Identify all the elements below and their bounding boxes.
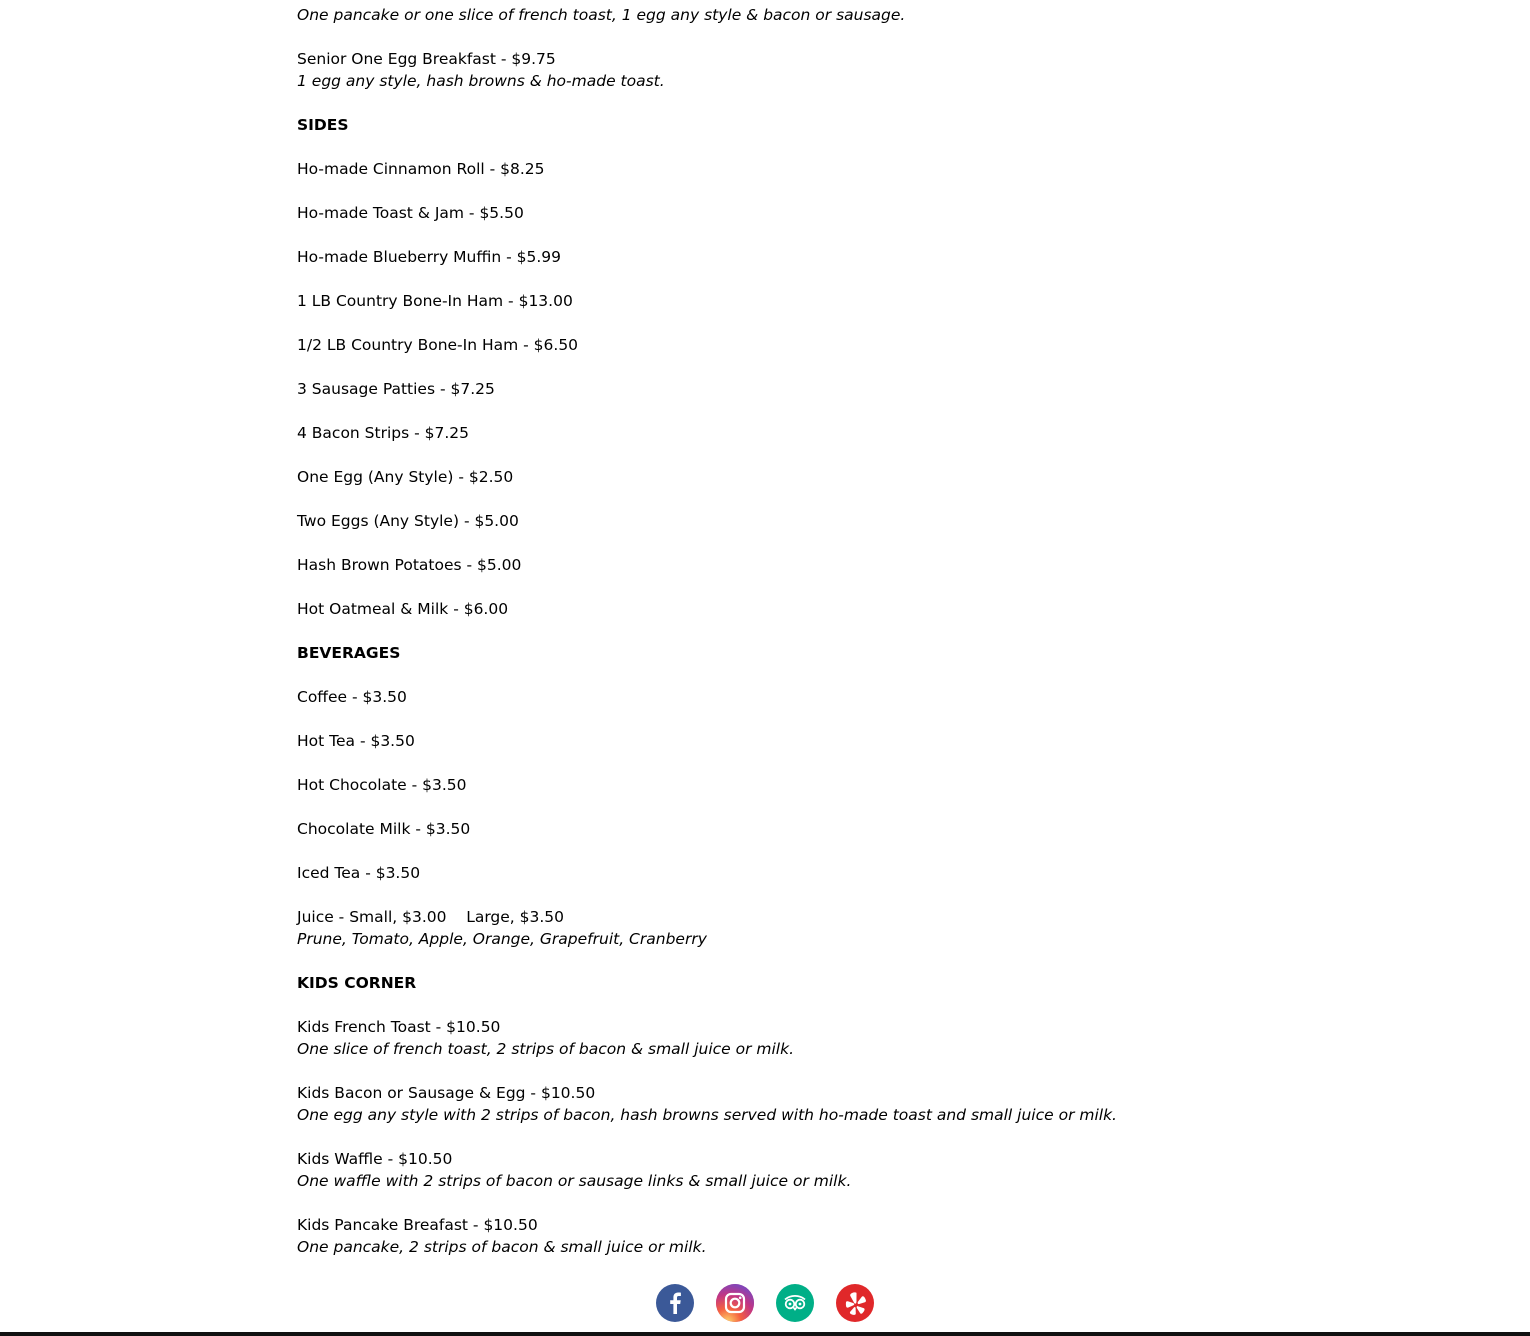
spacer xyxy=(297,1060,1197,1082)
tripadvisor-icon[interactable] xyxy=(776,1284,814,1322)
spacer xyxy=(297,26,1197,48)
menu-item-description: 1 egg any style, hash browns & ho-made toast. xyxy=(297,72,665,90)
spacer xyxy=(297,620,1197,642)
menu-item-side: Ho-made Blueberry Muffin - $5.99 xyxy=(297,248,561,266)
menu-item-beverage: Hot Chocolate - $3.50 xyxy=(297,776,467,794)
spacer xyxy=(297,312,1197,334)
menu-item-beverage: Iced Tea - $3.50 xyxy=(297,864,421,882)
spacer xyxy=(297,444,1197,466)
spacer xyxy=(297,1126,1197,1148)
menu-item-side: Hot Oatmeal & Milk - $6.00 xyxy=(297,600,509,618)
menu-item-beverage: Coffee - $3.50 xyxy=(297,688,407,706)
menu-item-senior-breakfast: Senior One Egg Breakfast - $9.75 xyxy=(297,50,556,68)
menu-item-side: 3 Sausage Patties - $7.25 xyxy=(297,380,495,398)
menu-item-side: Two Eggs (Any Style) - $5.00 xyxy=(297,512,519,530)
spacer xyxy=(297,664,1197,686)
menu-item-description: One waffle with 2 strips of bacon or sausage links & small juice or milk. xyxy=(297,1172,852,1190)
page-bottom-border xyxy=(0,1332,1530,1336)
spacer xyxy=(297,576,1197,598)
spacer xyxy=(297,356,1197,378)
facebook-icon[interactable] xyxy=(656,1284,694,1322)
spacer xyxy=(297,488,1197,510)
menu-item-beverage: Chocolate Milk - $3.50 xyxy=(297,820,471,838)
spacer xyxy=(297,180,1197,202)
menu-item-side: 1/2 LB Country Bone-In Ham - $6.50 xyxy=(297,336,579,354)
spacer xyxy=(297,1192,1197,1214)
instagram-icon[interactable] xyxy=(716,1284,754,1322)
spacer xyxy=(297,840,1197,862)
menu-item-side: 4 Bacon Strips - $7.25 xyxy=(297,424,470,442)
spacer xyxy=(297,884,1197,906)
menu-item-kids: Kids Bacon or Sausage & Egg - $10.50 xyxy=(297,1084,596,1102)
menu-item-kids: Kids Waffle - $10.50 xyxy=(297,1150,453,1168)
spacer xyxy=(297,136,1197,158)
spacer xyxy=(297,950,1197,972)
menu-item-description: One slice of french toast, 2 strips of bacon & small juice or milk. xyxy=(297,1040,795,1058)
spacer xyxy=(297,752,1197,774)
menu-item-description: Prune, Tomato, Apple, Orange, Grapefruit, Cranberry xyxy=(297,930,707,948)
menu-item-side: Ho-made Cinnamon Roll - $8.25 xyxy=(297,160,545,178)
menu-item-beverage: Hot Tea - $3.50 xyxy=(297,732,415,750)
menu-item-side: Hash Brown Potatoes - $5.00 xyxy=(297,556,522,574)
menu-item-side: 1 LB Country Bone-In Ham - $13.00 xyxy=(297,292,573,310)
menu-item-kids: Kids French Toast - $10.50 xyxy=(297,1018,501,1036)
menu-content xyxy=(297,4,1197,1258)
section-heading-sides: SIDES xyxy=(297,116,349,134)
menu-item-kids: Kids Pancake Breafast - $10.50 xyxy=(297,1216,538,1234)
social-links-bar xyxy=(656,1284,874,1322)
spacer xyxy=(297,708,1197,730)
yelp-icon[interactable] xyxy=(836,1284,874,1322)
spacer xyxy=(297,224,1197,246)
menu-item-description: One egg any style with 2 strips of bacon, hash browns served with ho-made toast and small juice or milk. xyxy=(297,1106,1117,1124)
menu-item-side: Ho-made Toast & Jam - $5.50 xyxy=(297,204,524,222)
spacer xyxy=(297,400,1197,422)
spacer xyxy=(297,268,1197,290)
spacer xyxy=(297,92,1197,114)
menu-item-description: One pancake or one slice of french toast, 1 egg any style & bacon or sausage. xyxy=(297,6,906,24)
spacer xyxy=(297,796,1197,818)
spacer xyxy=(297,994,1197,1016)
menu-item-description: One pancake, 2 strips of bacon & small juice or milk. xyxy=(297,1238,707,1256)
menu-item-juice: Juice - Small, $3.00 Large, $3.50 xyxy=(297,908,565,926)
section-heading-beverages: BEVERAGES xyxy=(297,644,401,662)
spacer xyxy=(297,532,1197,554)
section-heading-kids-corner: KIDS CORNER xyxy=(297,974,417,992)
menu-item-side: One Egg (Any Style) - $2.50 xyxy=(297,468,514,486)
